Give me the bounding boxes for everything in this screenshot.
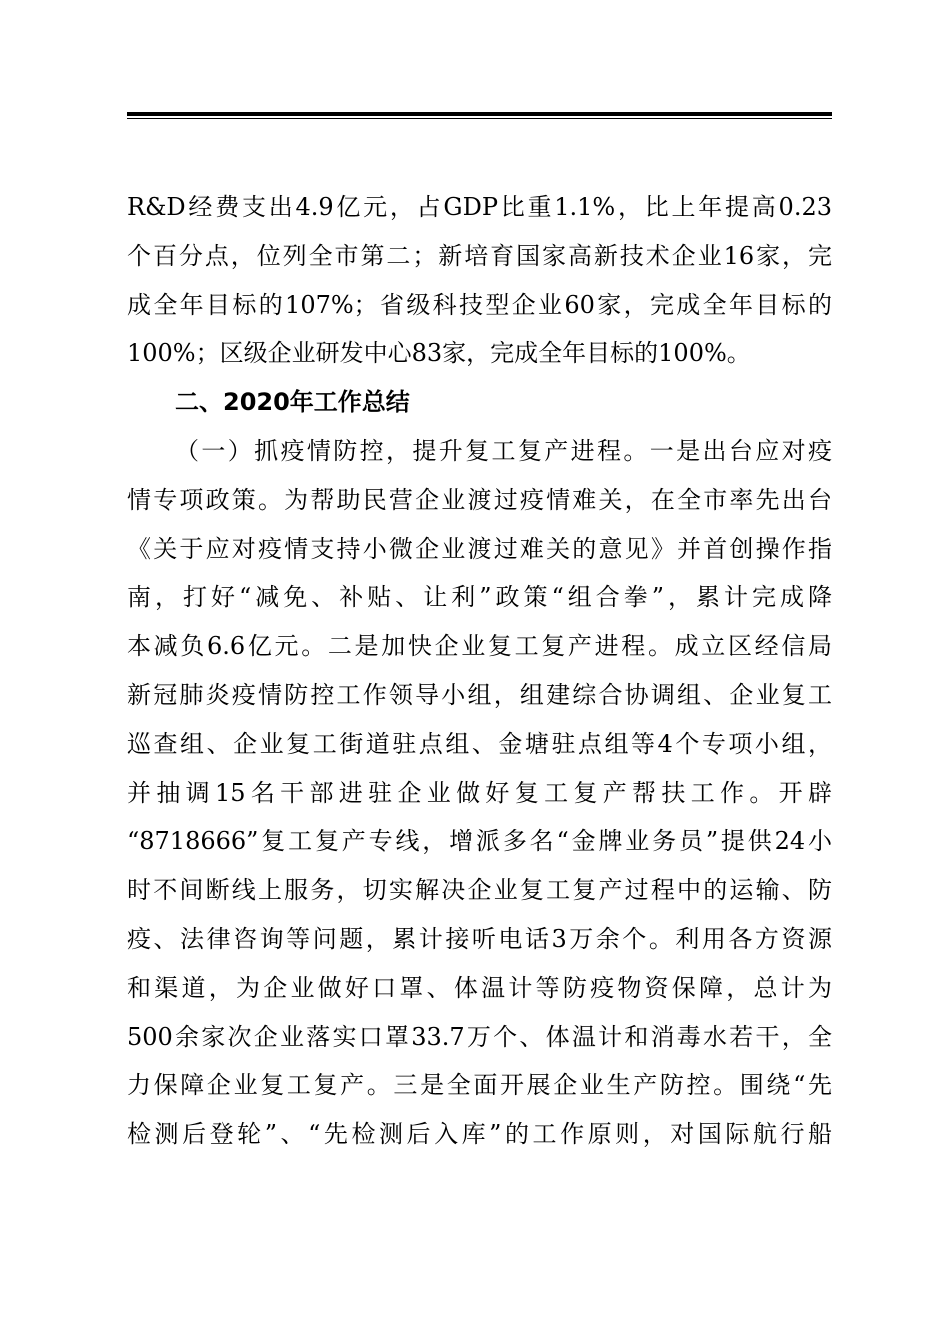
body-line: 成全年目标的107%；省级科技型企业60家，完成全年目标的	[127, 290, 832, 319]
header-rule-thick	[127, 112, 832, 116]
header-double-rule	[127, 112, 832, 119]
body-line: 《关于应对疫情支持小微企业渡过难关的意见》并首创操作指	[127, 534, 832, 563]
body-line: 和渠道，为企业做好口罩、体温计等防疫物资保障，总计为	[127, 973, 832, 1002]
document-body	[127, 183, 832, 1159]
body-line: R&D经费支出4.9亿元，占GDP比重1.1%，比上年提高0.23	[127, 193, 832, 221]
body-line: （一）抓疫情防控，提升复工复产进程。一是出台应对疫	[175, 436, 832, 465]
body-line: 100%；区级企业研发中心83家，完成全年目标的100%。	[127, 339, 751, 368]
body-line: “8718666”复工复产专线，增派多名“金牌业务员”提供24小	[127, 827, 832, 856]
body-line: 个百分点，位列全市第二；新培育国家高新技术企业16家，完	[127, 241, 832, 270]
body-line: 时不间断线上服务，切实解决企业复工复产过程中的运输、防	[127, 876, 832, 905]
body-line: 并抽调15名干部进驻企业做好复工复产帮扶工作。开辟	[127, 778, 832, 807]
body-line: 新冠肺炎疫情防控工作领导小组，组建综合协调组、企业复工	[127, 680, 832, 709]
section-heading: 二、2020年工作总结	[175, 388, 410, 417]
body-line: 南，打好“减免、补贴、让利”政策“组合拳”，累计完成降	[127, 583, 832, 612]
body-line: 检测后登轮”、“先检测后入库”的工作原则，对国际航行船	[127, 1120, 832, 1149]
body-line: 巡查组、企业复工街道驻点组、金塘驻点组等4个专项小组，	[127, 729, 832, 758]
body-line: 疫、法律咨询等问题，累计接听电话3万余个。利用各方资源	[127, 924, 832, 953]
body-line: 本减负6.6亿元。二是加快企业复工复产进程。成立区经信局	[127, 632, 832, 661]
body-line: 力保障企业复工复产。三是全面开展企业生产防控。围绕“先	[127, 1071, 832, 1100]
body-line: 500余家次企业落实口罩33.7万个、体温计和消毒水若干，全	[127, 1022, 832, 1051]
body-line: 情专项政策。为帮助民营企业渡过疫情难关，在全市率先出台	[127, 485, 832, 514]
header-rule-thin	[127, 118, 832, 119]
